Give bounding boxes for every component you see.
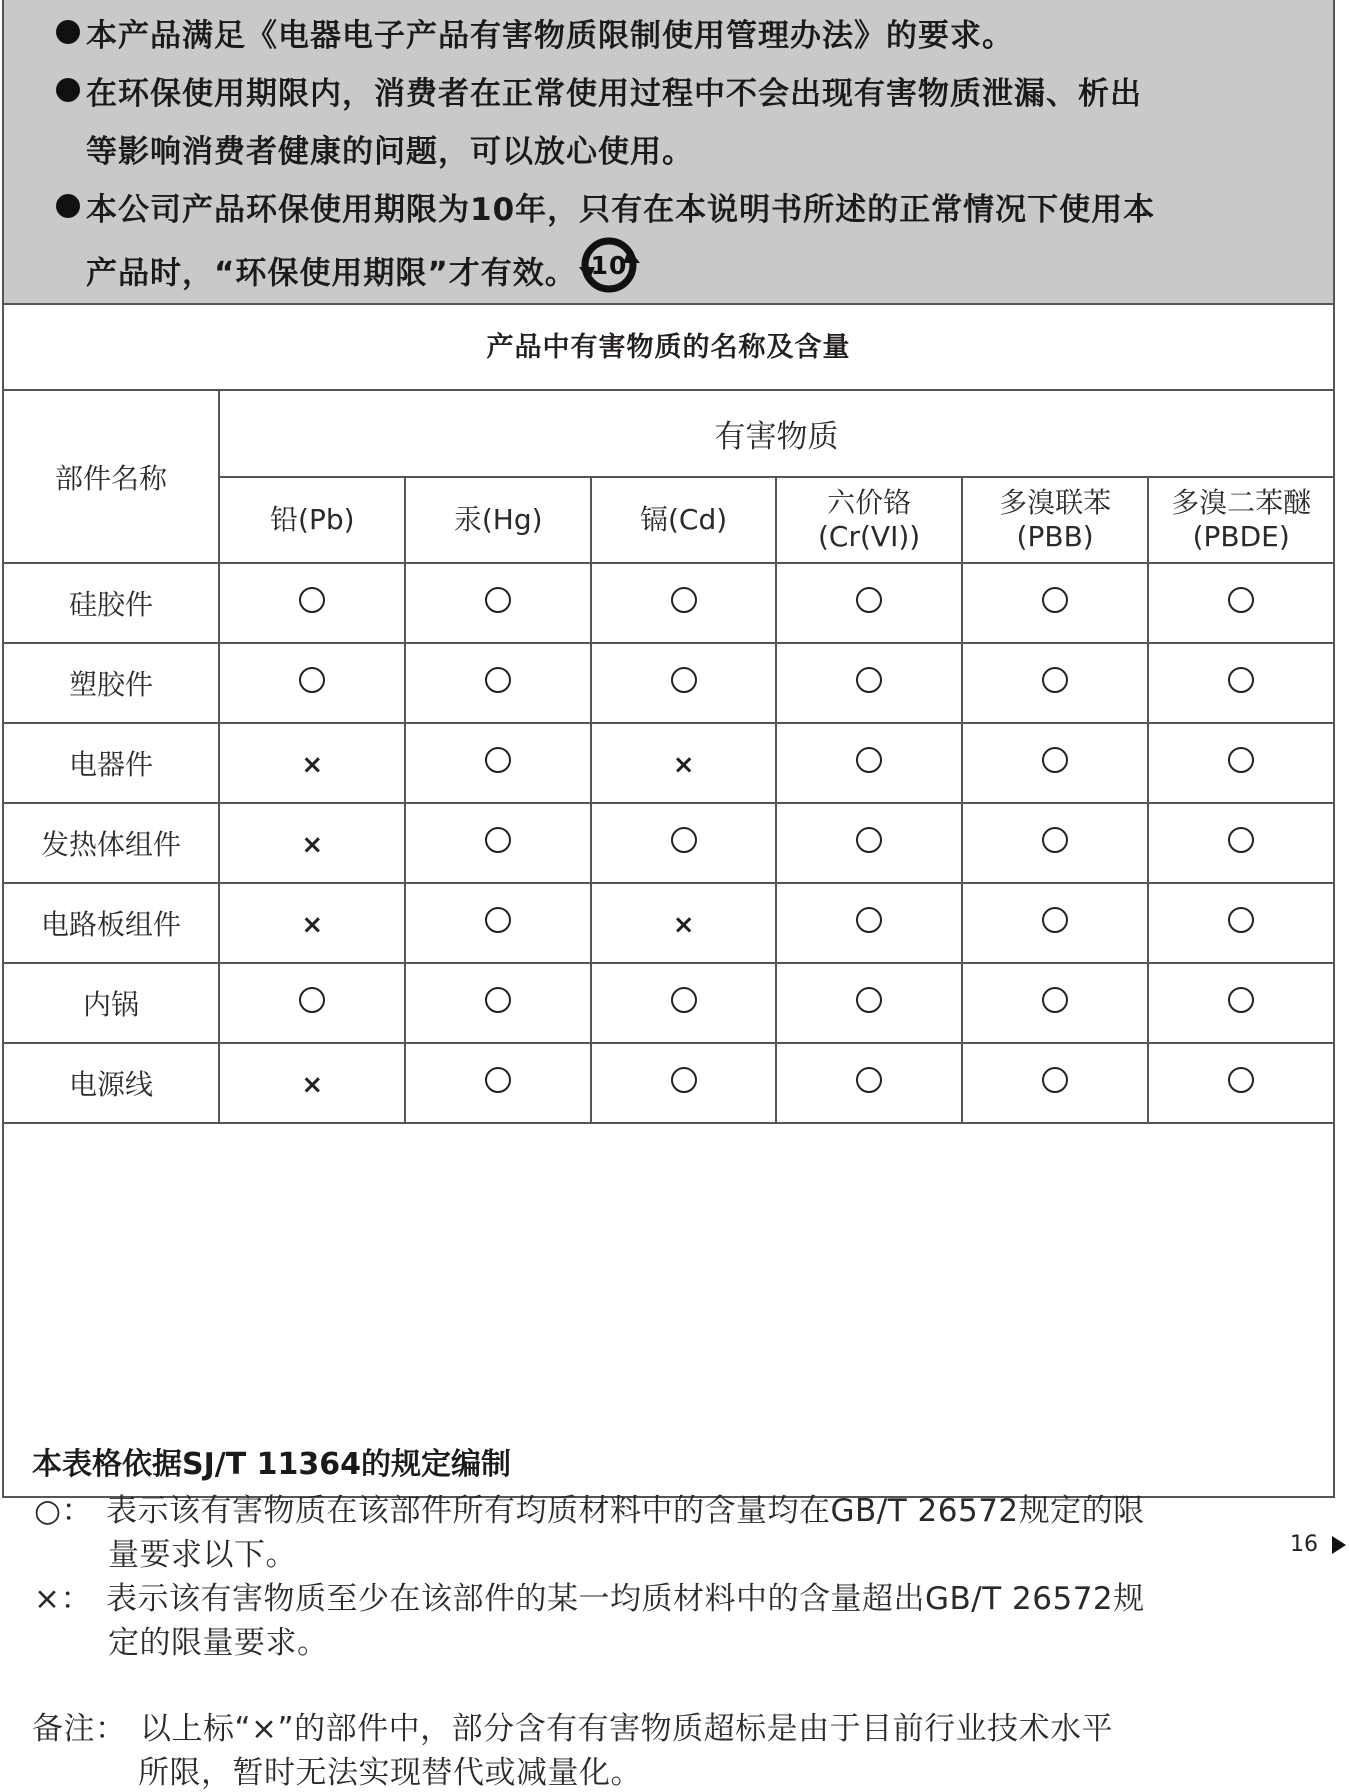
notes-title: 本表格依据SJ/T 11364的规定编制	[32, 1447, 512, 1482]
part-name: 塑胶件	[4, 643, 219, 723]
circle-icon	[485, 827, 511, 853]
exceeds-cell	[219, 803, 405, 883]
compliant-cell	[405, 643, 590, 723]
compliant-cell	[591, 963, 776, 1043]
part-name: 内锅	[4, 963, 219, 1043]
circle-icon	[1228, 587, 1254, 613]
cross-legend-label: ×：	[34, 1581, 92, 1617]
compliant-cell	[1148, 723, 1333, 803]
substance-column-header	[1148, 477, 1333, 563]
substance-column-header	[962, 477, 1148, 563]
substance-column-header	[405, 477, 590, 563]
environmental-notice	[2, 0, 1335, 305]
compliant-cell	[219, 963, 405, 1043]
circle-icon	[1042, 987, 1068, 1013]
part-name: 电源线	[4, 1043, 219, 1123]
circle-icon	[485, 987, 511, 1013]
remark-text-2: 所限，暂时无法实现替代或减量化。	[138, 1755, 642, 1791]
substance-column-header	[776, 477, 962, 563]
hazardous-substance-table	[4, 391, 1333, 1124]
compliant-cell	[591, 563, 776, 643]
compliant-cell	[405, 1043, 590, 1123]
compliant-cell	[962, 963, 1148, 1043]
compliant-cell	[219, 643, 405, 723]
compliant-cell	[776, 1043, 962, 1123]
circle-icon	[299, 587, 325, 613]
table-caption: 产品中有害物质的名称及含量	[4, 305, 1333, 391]
next-page-arrow-icon	[1332, 1536, 1346, 1554]
circle-icon	[856, 907, 882, 933]
circle-icon	[856, 1067, 882, 1093]
compliant-cell	[776, 643, 962, 723]
table-row	[4, 1043, 1333, 1123]
exceeds-cell	[219, 883, 405, 963]
circle-legend-text-2: 量要求以下。	[108, 1537, 297, 1573]
circle-icon	[1228, 747, 1254, 773]
substance-name: 六价铬	[827, 486, 912, 519]
part-name: 硅胶件	[4, 563, 219, 643]
cross-mark: ×	[301, 1069, 324, 1100]
compliant-cell	[1148, 563, 1333, 643]
substance-column-header	[219, 477, 405, 563]
substance-symbol: (PBB)	[1016, 520, 1094, 553]
epup-logo-number: 10	[590, 251, 628, 280]
circle-icon	[1228, 987, 1254, 1013]
substance-name: 铅(Pb)	[270, 503, 355, 536]
exceeds-cell	[219, 1043, 405, 1123]
notice-line-3b	[86, 242, 641, 308]
part-name: 电路板组件	[4, 883, 219, 963]
substance-name: 镉(Cd)	[639, 503, 728, 536]
circle-icon	[1228, 827, 1254, 853]
exceeds-cell	[591, 723, 776, 803]
circle-icon	[485, 907, 511, 933]
table-row	[4, 803, 1333, 883]
circle-icon	[856, 827, 882, 853]
circle-icon	[485, 747, 511, 773]
circle-icon	[671, 587, 697, 613]
compliant-cell	[962, 723, 1148, 803]
substance-symbol: (PBDE)	[1192, 520, 1290, 553]
substance-column-header	[591, 477, 776, 563]
notice-bullet-1	[56, 10, 1014, 55]
circle-icon	[485, 587, 511, 613]
compliant-cell	[591, 803, 776, 883]
compliant-cell	[776, 563, 962, 643]
part-name: 发热体组件	[4, 803, 219, 883]
circle-legend-text-1: 表示该有害物质在该部件所有均质材料中的含量均在GB/T 26572规定的限	[106, 1493, 1145, 1529]
bullet-icon	[56, 20, 80, 44]
compliant-cell	[776, 723, 962, 803]
circle-icon	[1042, 1067, 1068, 1093]
compliant-cell	[1148, 883, 1333, 963]
notice-text-3b: 产品时，“环保使用期限”才有效。	[86, 255, 577, 292]
notice-text-2a: 在环保使用期限内，消费者在正常使用过程中不会出现有害物质泄漏、析出	[86, 76, 1142, 112]
cross-mark: ×	[672, 909, 695, 940]
notice-text-2b: 等影响消费者健康的问题，可以放心使用。	[86, 134, 694, 170]
circle-icon	[299, 667, 325, 693]
compliant-cell	[1148, 1043, 1333, 1123]
bullet-icon	[56, 194, 80, 218]
circle-icon	[1042, 747, 1068, 773]
circle-icon	[1228, 1067, 1254, 1093]
substance-name: 多溴二苯醚	[1171, 486, 1312, 519]
substance-name: 多溴联苯	[999, 486, 1112, 519]
table-row	[4, 963, 1333, 1043]
compliant-cell	[1148, 643, 1333, 723]
circle-icon	[671, 827, 697, 853]
circle-icon	[1042, 907, 1068, 933]
circle-icon	[1042, 827, 1068, 853]
compliant-cell	[405, 723, 590, 803]
compliant-cell	[962, 643, 1148, 723]
cross-mark: ×	[301, 909, 324, 940]
notice-bullet-3	[56, 184, 1155, 229]
cross-mark: ×	[301, 829, 324, 860]
table-row	[4, 883, 1333, 963]
circle-icon	[299, 987, 325, 1013]
table-row	[4, 643, 1333, 723]
compliant-cell	[405, 963, 590, 1043]
compliant-cell	[776, 963, 962, 1043]
circle-icon	[1042, 587, 1068, 613]
circle-icon	[671, 1067, 697, 1093]
page-number: 16	[1290, 1532, 1318, 1557]
bullet-icon	[56, 78, 80, 102]
compliant-cell	[591, 1043, 776, 1123]
exceeds-cell	[591, 883, 776, 963]
substance-name: 汞(Hg)	[453, 503, 543, 536]
circle-icon	[1228, 907, 1254, 933]
circle-icon	[671, 987, 697, 1013]
table-row	[4, 723, 1333, 803]
cross-legend-text-1: 表示该有害物质至少在该部件的某一均质材料中的含量超出GB/T 26572规	[106, 1581, 1145, 1617]
compliant-cell	[776, 883, 962, 963]
substance-symbol: (Cr(VI))	[818, 520, 921, 553]
notice-bullet-2	[56, 68, 1142, 113]
circle-icon	[856, 987, 882, 1013]
compliant-cell	[962, 1043, 1148, 1123]
cross-mark: ×	[672, 749, 695, 780]
circle-icon	[485, 1067, 511, 1093]
circle-icon	[856, 587, 882, 613]
remark-text-1: 以上标“×”的部件中，部分含有有害物质超标是由于目前行业技术水平	[140, 1711, 1114, 1747]
circle-icon	[856, 747, 882, 773]
circle-icon	[856, 667, 882, 693]
compliant-cell	[962, 803, 1148, 883]
circle-legend-label: ○：	[34, 1493, 94, 1529]
compliant-cell	[405, 803, 590, 883]
epup-10-logo-icon	[579, 236, 641, 302]
substance-group-header: 有害物质	[219, 391, 1333, 477]
cross-mark: ×	[301, 749, 324, 780]
cross-legend-text-2: 定的限量要求。	[108, 1625, 329, 1661]
compliant-cell	[219, 563, 405, 643]
compliant-cell	[405, 883, 590, 963]
compliant-cell	[405, 563, 590, 643]
notice-text-3a: 本公司产品环保使用期限为10年，只有在本说明书所述的正常情况下使用本	[86, 192, 1156, 228]
table-row	[4, 563, 1333, 643]
compliant-cell	[591, 643, 776, 723]
remark-label: 备注：	[32, 1711, 127, 1747]
part-name: 电器件	[4, 723, 219, 803]
compliant-cell	[962, 883, 1148, 963]
circle-icon	[1042, 667, 1068, 693]
circle-icon	[671, 667, 697, 693]
compliant-cell	[776, 803, 962, 883]
part-name-header: 部件名称	[4, 391, 219, 563]
circle-icon	[1228, 667, 1254, 693]
circle-icon	[485, 667, 511, 693]
exceeds-cell	[219, 723, 405, 803]
notice-text-1: 本产品满足《电器电子产品有害物质限制使用管理办法》的要求。	[86, 18, 1014, 54]
compliant-cell	[1148, 963, 1333, 1043]
compliant-cell	[1148, 803, 1333, 883]
compliant-cell	[962, 563, 1148, 643]
